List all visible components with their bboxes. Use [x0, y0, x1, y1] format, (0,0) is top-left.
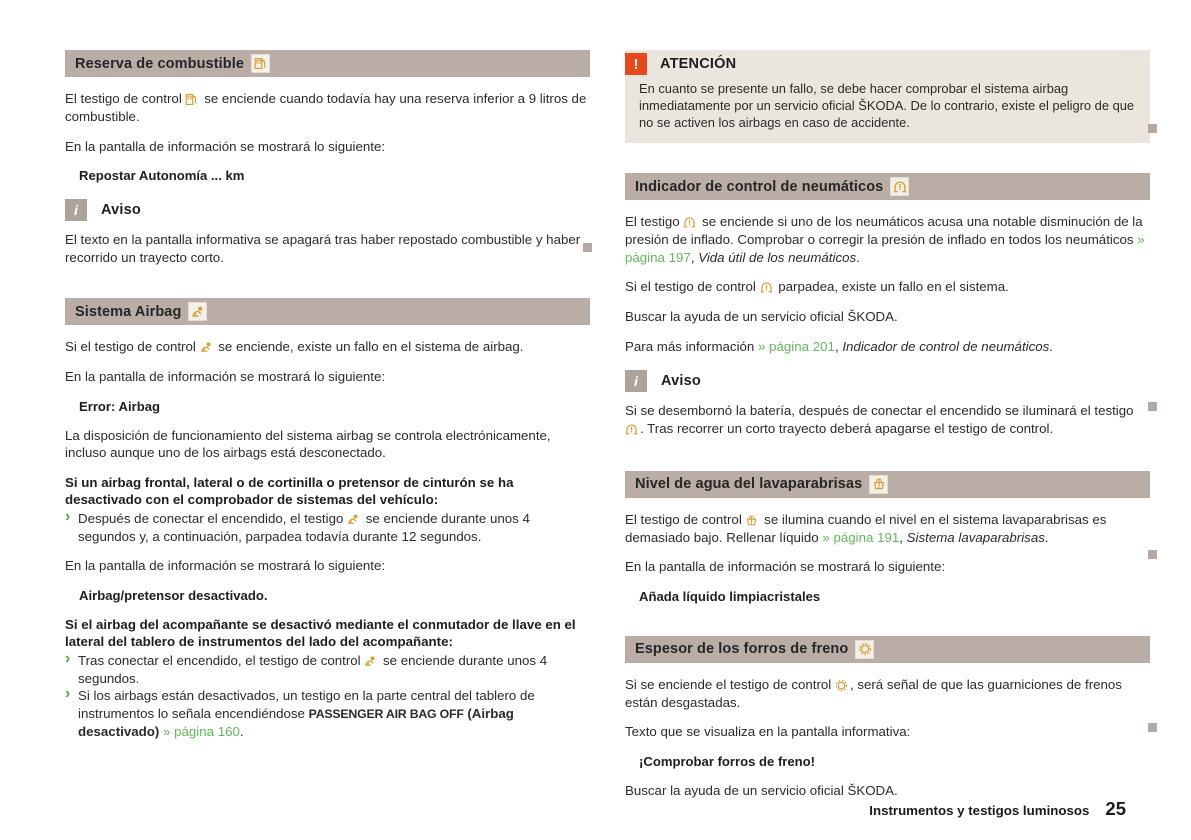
margin-marker	[1148, 550, 1157, 559]
section-sistema-airbag	[65, 298, 590, 741]
paragraph-airbag-electronic: La disposición de funcionamiento del sistema airbag se controla electrónicamente, incluso aunque uno de los airbags está desconectado.	[65, 427, 551, 460]
section-title: Sistema Airbag	[75, 303, 182, 320]
section-title: Indicador de control de neumáticos	[635, 178, 884, 195]
paragraph-display-intro-brake: Texto que se visualiza en la pantalla informativa:	[625, 724, 911, 740]
brake-suffix: , será señal de que las guarniciones de frenos están desgastadas.	[625, 676, 1122, 710]
bullet-prefix: Tras conectar el encendido, el testigo de control	[78, 652, 365, 668]
paragraph-display-intro: En la pantalla de información se mostrará lo siguiente:	[65, 138, 386, 154]
tire-pressure-icon-inline	[625, 423, 640, 438]
paragraph-more-info-tire	[625, 338, 1150, 356]
section-header-bar	[65, 298, 590, 325]
paragraph-display-intro-airbag: En la pantalla de información se mostrará lo siguiente:	[65, 369, 386, 384]
footer-chapter-title: Instrumentos y testigos luminosos	[869, 803, 1090, 818]
page-reference-link[interactable]: » página 201	[758, 338, 835, 354]
tire-blink-suffix: parpadea, existe un fallo en el sistema.	[774, 279, 1009, 295]
tire-pressure-icon-inline	[760, 281, 775, 296]
note-prefix: Si se desembornó la batería, después de conectar el encendido se iluminará el testigo	[625, 403, 1134, 419]
list-item	[65, 510, 590, 546]
info-icon: i	[625, 370, 647, 392]
display-text-repostar: Repostar Autonomía ... km	[79, 168, 245, 183]
bullet-end: .	[239, 724, 244, 739]
washer-fluid-icon	[869, 475, 888, 494]
bullet-prefix: Después de conectar el encendido, el testigo	[78, 510, 348, 526]
paragraph-seek-service-tire: Buscar la ayuda de un servicio oficial ŠKODA.	[625, 309, 898, 325]
bullet-bold-mid: (Airbag desactivado)	[78, 705, 514, 739]
margin-marker	[1148, 402, 1157, 411]
warning-icon: !	[625, 53, 647, 75]
page-footer	[869, 798, 1126, 820]
section-header-bar	[625, 173, 1150, 200]
tire-pressure-icon	[890, 177, 909, 196]
paragraph-fuel-description: El testigo de control se enciende cuando todavía hay una reserva inferior a 9 litros de combustible.	[65, 91, 587, 124]
airbag-icon-inline	[200, 341, 215, 356]
washer-suffix: se ilumina cuando el nivel en el sistema lavaparabrisas es demasiado bajo. Rellenar líquido	[625, 511, 1107, 545]
section-header-bar	[625, 636, 1150, 663]
page-reference-link[interactable]: » página 197	[625, 232, 1145, 265]
airbag-fault-suffix: se enciende, existe un fallo en el sistema de airbag.	[214, 339, 524, 354]
airbag-icon-inline	[364, 655, 379, 670]
section-espesor-forros-freno	[625, 636, 1150, 800]
page-reference-link[interactable]: » página 191	[822, 529, 900, 545]
section-header-bar	[65, 50, 590, 77]
bullet-prefix: Si los airbags están desactivados, un testigo en la parte central del tablero de instrumentos lo señala encendiéndose	[78, 688, 535, 721]
tire-blink-prefix: Si el testigo de control	[625, 279, 760, 295]
margin-marker	[1148, 124, 1157, 133]
display-text-anada-liquido: Añada líquido limpiacristales	[639, 588, 821, 604]
airbag-icon	[188, 302, 207, 321]
paragraph-display-intro-airbag-2: En la pantalla de información se mostrará lo siguiente:	[65, 558, 386, 573]
reference-title: Sistema lavaparabrisas	[906, 529, 1045, 545]
bullet-suffix: se enciende durante unos 4 segundos.	[78, 652, 548, 686]
display-text-error-airbag: Error: Airbag	[79, 398, 160, 414]
section-title: Nivel de agua del lavaparabrisas	[635, 476, 863, 493]
warning-box-airbag	[625, 50, 1150, 143]
display-text-comprobar-forros: ¡Comprobar forros de freno!	[639, 753, 816, 769]
tire-suffix: se enciende si uno de los neumáticos acusa una notable disminución de la presión de inflado. Comprobar o corregir la presión de inflado en todos los neumáticos	[625, 214, 1143, 248]
note-text: El texto en la pantalla informativa se apagará tras haber repostado combustible y haber recorrido un trayecto corto.	[65, 232, 581, 265]
more-info-prefix: Para más información	[625, 338, 759, 354]
paragraph-tire-description	[625, 213, 1150, 266]
paragraph-display-intro-washer: En la pantalla de información se mostrará lo siguiente:	[625, 559, 946, 575]
bullet-suffix: se enciende durante unos 4 segundos y, a continuación, parpadea todavía durante 12 segundos.	[78, 510, 530, 544]
section-title: Espesor de los forros de freno	[635, 641, 849, 658]
period: .	[1049, 338, 1053, 354]
lead-airbag-deactivated-tester: Si un airbag frontal, lateral o de cortinilla o pretensor de cinturón se ha desactivado con el comprobador de sistemas del vehículo:	[65, 474, 514, 507]
paragraph-seek-service-brake: Buscar la ayuda de un servicio oficial ŠKODA.	[625, 782, 898, 798]
comma: ,	[899, 529, 907, 545]
section-reserva-combustible	[65, 50, 590, 266]
airbag-fault-prefix: Si el testigo de control	[65, 339, 200, 354]
footer-page-number: 25	[1105, 798, 1126, 819]
right-column	[625, 50, 1150, 811]
paragraph-airbag-fault	[65, 338, 590, 356]
washer-prefix: El testigo de control	[625, 511, 746, 527]
period: .	[1044, 529, 1049, 545]
comma: ,	[690, 249, 699, 265]
list-item	[65, 687, 590, 741]
note-box-fuel	[65, 196, 590, 266]
section-indicador-neumaticos	[625, 173, 1150, 438]
tire-prefix: El testigo	[625, 214, 684, 230]
washer-fluid-icon-inline	[745, 514, 760, 529]
page-reference-link[interactable]: » página 160	[163, 724, 240, 739]
fuel-pump-icon-inline	[185, 93, 200, 108]
paragraph-washer-description	[625, 511, 1150, 547]
margin-marker	[583, 243, 592, 252]
left-column	[65, 50, 590, 753]
warning-text: En cuanto se presente un fallo, se debe hacer comprobar el sistema airbag inmediatamente por un servicio oficial ŠKODA. De lo contrario, existe el peligro de que no se activen los airbags en caso de accidente.	[639, 81, 1135, 130]
fuel-description-text: se enciende cuando todavía hay una reserva inferior a 9 litros de combustible.	[65, 91, 587, 124]
airbag-icon-inline	[347, 513, 362, 528]
brake-pad-icon-inline	[835, 679, 850, 694]
list-item	[65, 652, 590, 688]
display-label-passenger-airbag-off: PASSENGER AIR BAG OFF	[308, 706, 464, 721]
note-suffix: . Tras recorrer un corto trayecto deberá apagarse el testigo de control.	[640, 420, 1054, 436]
section-header-bar	[625, 471, 1150, 498]
margin-marker	[1148, 723, 1157, 732]
note-title: Aviso	[661, 373, 701, 390]
fuel-pump-icon	[251, 54, 270, 73]
note-box-tire	[625, 367, 1150, 438]
note-text	[625, 402, 1150, 438]
info-icon: i	[65, 199, 87, 221]
brake-pad-icon	[855, 640, 874, 659]
comma: ,	[834, 338, 843, 354]
period: .	[856, 249, 860, 265]
section-nivel-lavaparabrisas	[625, 471, 1150, 605]
reference-title: Indicador de control de neumáticos	[842, 338, 1050, 354]
bullet-list-keyswitch	[65, 652, 590, 741]
tire-pressure-icon-inline	[683, 216, 698, 231]
paragraph-tire-blink	[625, 278, 1150, 296]
paragraph-brake-description	[625, 676, 1150, 712]
note-title: Aviso	[101, 202, 141, 218]
brake-prefix: Si se enciende el testigo de control	[625, 676, 835, 692]
display-text-airbag-pretensor: Airbag/pretensor desactivado.	[79, 587, 268, 603]
warning-title: ATENCIÓN	[660, 56, 737, 72]
lead-airbag-passenger-keyswitch: Si el airbag del acompañante se desactivó mediante el conmutador de llave en el lateral del tablero de instrumentos del lado del acompañante:	[65, 616, 576, 649]
section-title: Reserva de combustible	[75, 55, 245, 72]
bullet-list-tester	[65, 510, 590, 546]
reference-title: Vida útil de los neumáticos	[698, 249, 857, 265]
